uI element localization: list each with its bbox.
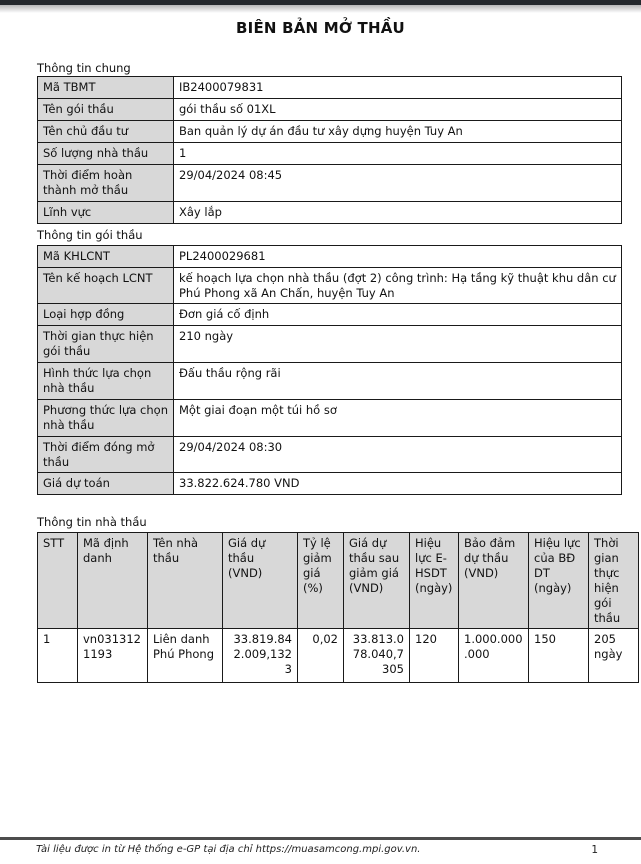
column-header: Thời gian thực hiện gói thầu: [589, 533, 639, 629]
column-header: STT: [38, 533, 78, 629]
table-row: [38, 363, 622, 400]
section-package-info: [37, 228, 622, 495]
table-row: [38, 304, 622, 326]
column-header: Bảo đảm dự thầu (VND): [459, 533, 529, 629]
column-header: Tỷ lệ giảm giá (%): [298, 533, 344, 629]
table-row: [38, 268, 622, 304]
row-value-cell: 33.822.624.780 VND: [174, 473, 622, 495]
general-info-table: [37, 76, 622, 224]
page-number: 1: [591, 844, 598, 856]
row-label-cell: Số lượng nhà thầu: [38, 143, 174, 165]
row-value-cell: Một giai đoạn một túi hồ sơ: [174, 400, 622, 437]
table-row: [38, 437, 622, 473]
table-cell: 1: [38, 629, 78, 683]
row-label-cell: Thời điểm đóng mở thầu: [38, 437, 174, 473]
row-label-cell: Mã TBMT: [38, 77, 174, 99]
column-header: Hiệu lực của BĐ DT (ngày): [529, 533, 589, 629]
row-label-cell: Lĩnh vực: [38, 202, 174, 224]
row-label-cell: Thời gian thực hiện gói thầu: [38, 326, 174, 363]
section-general-info: [37, 61, 622, 224]
row-value-cell: Đấu thầu rộng rãi: [174, 363, 622, 400]
row-value-cell: PL2400029681: [174, 246, 622, 268]
row-label-cell: Thời điểm hoàn thành mở thầu: [38, 165, 174, 202]
document-title: BIÊN BẢN MỞ THẦU: [236, 19, 405, 37]
table-header-row: [38, 533, 639, 629]
row-label-cell: Loại hợp đồng: [38, 304, 174, 326]
table-row: [38, 165, 622, 202]
row-label-cell: Phương thức lựa chọn nhà thầu: [38, 400, 174, 437]
row-value-cell: Ban quản lý dự án đầu tư xây dựng huyện Tuy An: [174, 121, 622, 143]
table-cell: 0,02: [298, 629, 344, 683]
table-row: [38, 202, 622, 224]
table-cell: 120: [410, 629, 459, 683]
column-header: Hiệu lực E-HSDT (ngày): [410, 533, 459, 629]
footer-note: Tài liệu được in từ Hệ thống e-GP tại địa chỉ https://muasamcong.mpi.gov.vn.: [36, 844, 421, 855]
row-value-cell: 210 ngày: [174, 326, 622, 363]
row-value-cell: 29/04/2024 08:45: [174, 165, 622, 202]
row-label-cell: Giá dự toán: [38, 473, 174, 495]
table-row: [38, 400, 622, 437]
row-label-cell: Tên gói thầu: [38, 99, 174, 121]
row-label-cell: Tên chủ đầu tư: [38, 121, 174, 143]
table-row: [38, 121, 622, 143]
section-heading-contractors: Thông tin nhà thầu: [37, 515, 147, 529]
table-cell: 1.000.000.000: [459, 629, 529, 683]
column-header: Giá dự thầu sau giảm giá (VND): [344, 533, 410, 629]
row-value-cell: Đơn giá cố định: [174, 304, 622, 326]
section-heading-package: Thông tin gói thầu: [37, 228, 143, 242]
table-row: [38, 326, 622, 363]
row-value-cell: gói thầu số 01XL: [174, 99, 622, 121]
page-top-shadow: [0, 5, 641, 13]
row-value-cell: 29/04/2024 08:30: [174, 437, 622, 473]
table-row: [38, 246, 622, 268]
table-cell: vn0313121193: [78, 629, 148, 683]
row-label-cell: Hình thức lựa chọn nhà thầu: [38, 363, 174, 400]
row-value-cell: Xây lắp: [174, 202, 622, 224]
footer-rule: [0, 837, 641, 840]
row-label-cell: Tên kế hoạch LCNT: [38, 268, 174, 304]
column-header: Mã định danh: [78, 533, 148, 629]
table-cell: 150: [529, 629, 589, 683]
table-row: [38, 143, 622, 165]
column-header: Giá dự thầu (VND): [223, 533, 298, 629]
contractor-table: [37, 532, 639, 683]
package-info-table: [37, 245, 622, 495]
section-contractor-info: [37, 515, 639, 683]
row-value-cell: 1: [174, 143, 622, 165]
table-cell: Liên danh Phú Phong: [148, 629, 223, 683]
row-value-cell: IB2400079831: [174, 77, 622, 99]
row-label-cell: Mã KHLCNT: [38, 246, 174, 268]
table-cell: 205 ngày: [589, 629, 639, 683]
table-row: [38, 77, 622, 99]
section-heading-general: Thông tin chung: [37, 61, 131, 75]
table-row: [38, 473, 622, 495]
table-row: [38, 99, 622, 121]
table-row: [38, 629, 639, 683]
column-header: Tên nhà thầu: [148, 533, 223, 629]
table-cell: 33.819.842.009,1323: [223, 629, 298, 683]
row-value-cell: kế hoạch lựa chọn nhà thầu (đợt 2) công trình: Hạ tầng kỹ thuật khu dân cư Phú Phong xã An Chấn, huyện Tuy An: [174, 268, 622, 304]
table-cell: 33.813.078.040,7305: [344, 629, 410, 683]
